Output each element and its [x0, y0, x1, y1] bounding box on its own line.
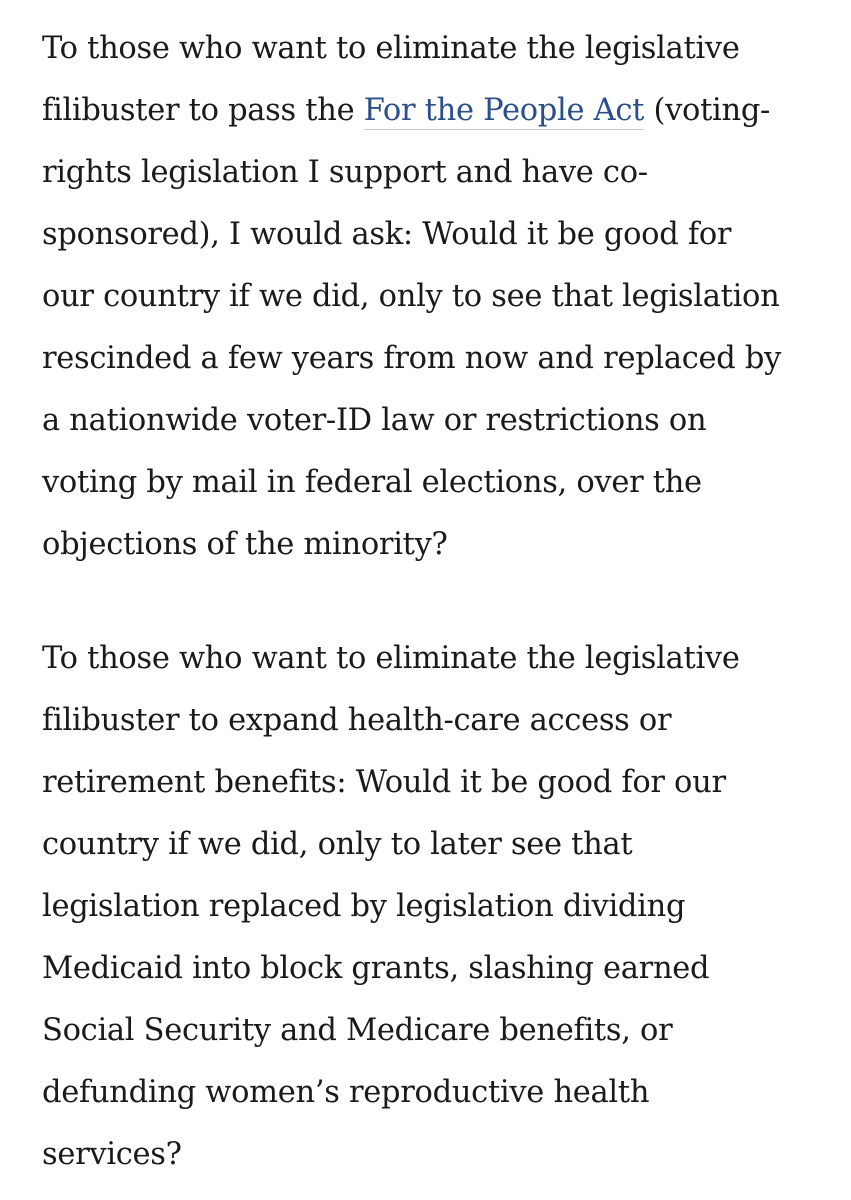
text-line: filibuster to expand health-care access or [42, 703, 672, 738]
text-line: objections of the minority? [42, 527, 448, 562]
text-line: legislation replaced by legislation dividing [42, 889, 686, 924]
for-the-people-act-link[interactable]: For the People Act [363, 93, 645, 128]
text-line: country if we did, only to later see that [42, 827, 633, 862]
text-line: services? [42, 1137, 182, 1172]
text-line: Medicaid into block grants, slashing earned [42, 951, 710, 986]
text-line: a nationwide voter-ID law or restrictions on [42, 403, 707, 438]
text-line: rights legislation I support and have co- [42, 155, 648, 190]
text-line: defunding women’s reproductive health [42, 1075, 650, 1110]
text-line: To those who want to eliminate the legislative [42, 31, 740, 66]
text-line: our country if we did, only to see that legislation [42, 279, 780, 314]
text-line: sponsored), I would ask: Would it be good for [42, 217, 732, 252]
text-fragment: filibuster to pass the [42, 93, 364, 128]
text-line: To those who want to eliminate the legislative [42, 641, 740, 676]
text-line: Social Security and Medicare benefits, or [42, 1013, 673, 1048]
text-line: retirement benefits: Would it be good for our [42, 765, 726, 800]
text-line: rescinded a few years from now and replaced by [42, 341, 782, 376]
paragraph-health-care [42, 628, 832, 1186]
paragraph-for-the-people-act [42, 18, 832, 576]
text-fragment: (voting- [644, 93, 771, 128]
article-body [42, 18, 832, 1186]
text-line: voting by mail in federal elections, over the [42, 465, 702, 500]
text-line-with-link [42, 80, 832, 142]
